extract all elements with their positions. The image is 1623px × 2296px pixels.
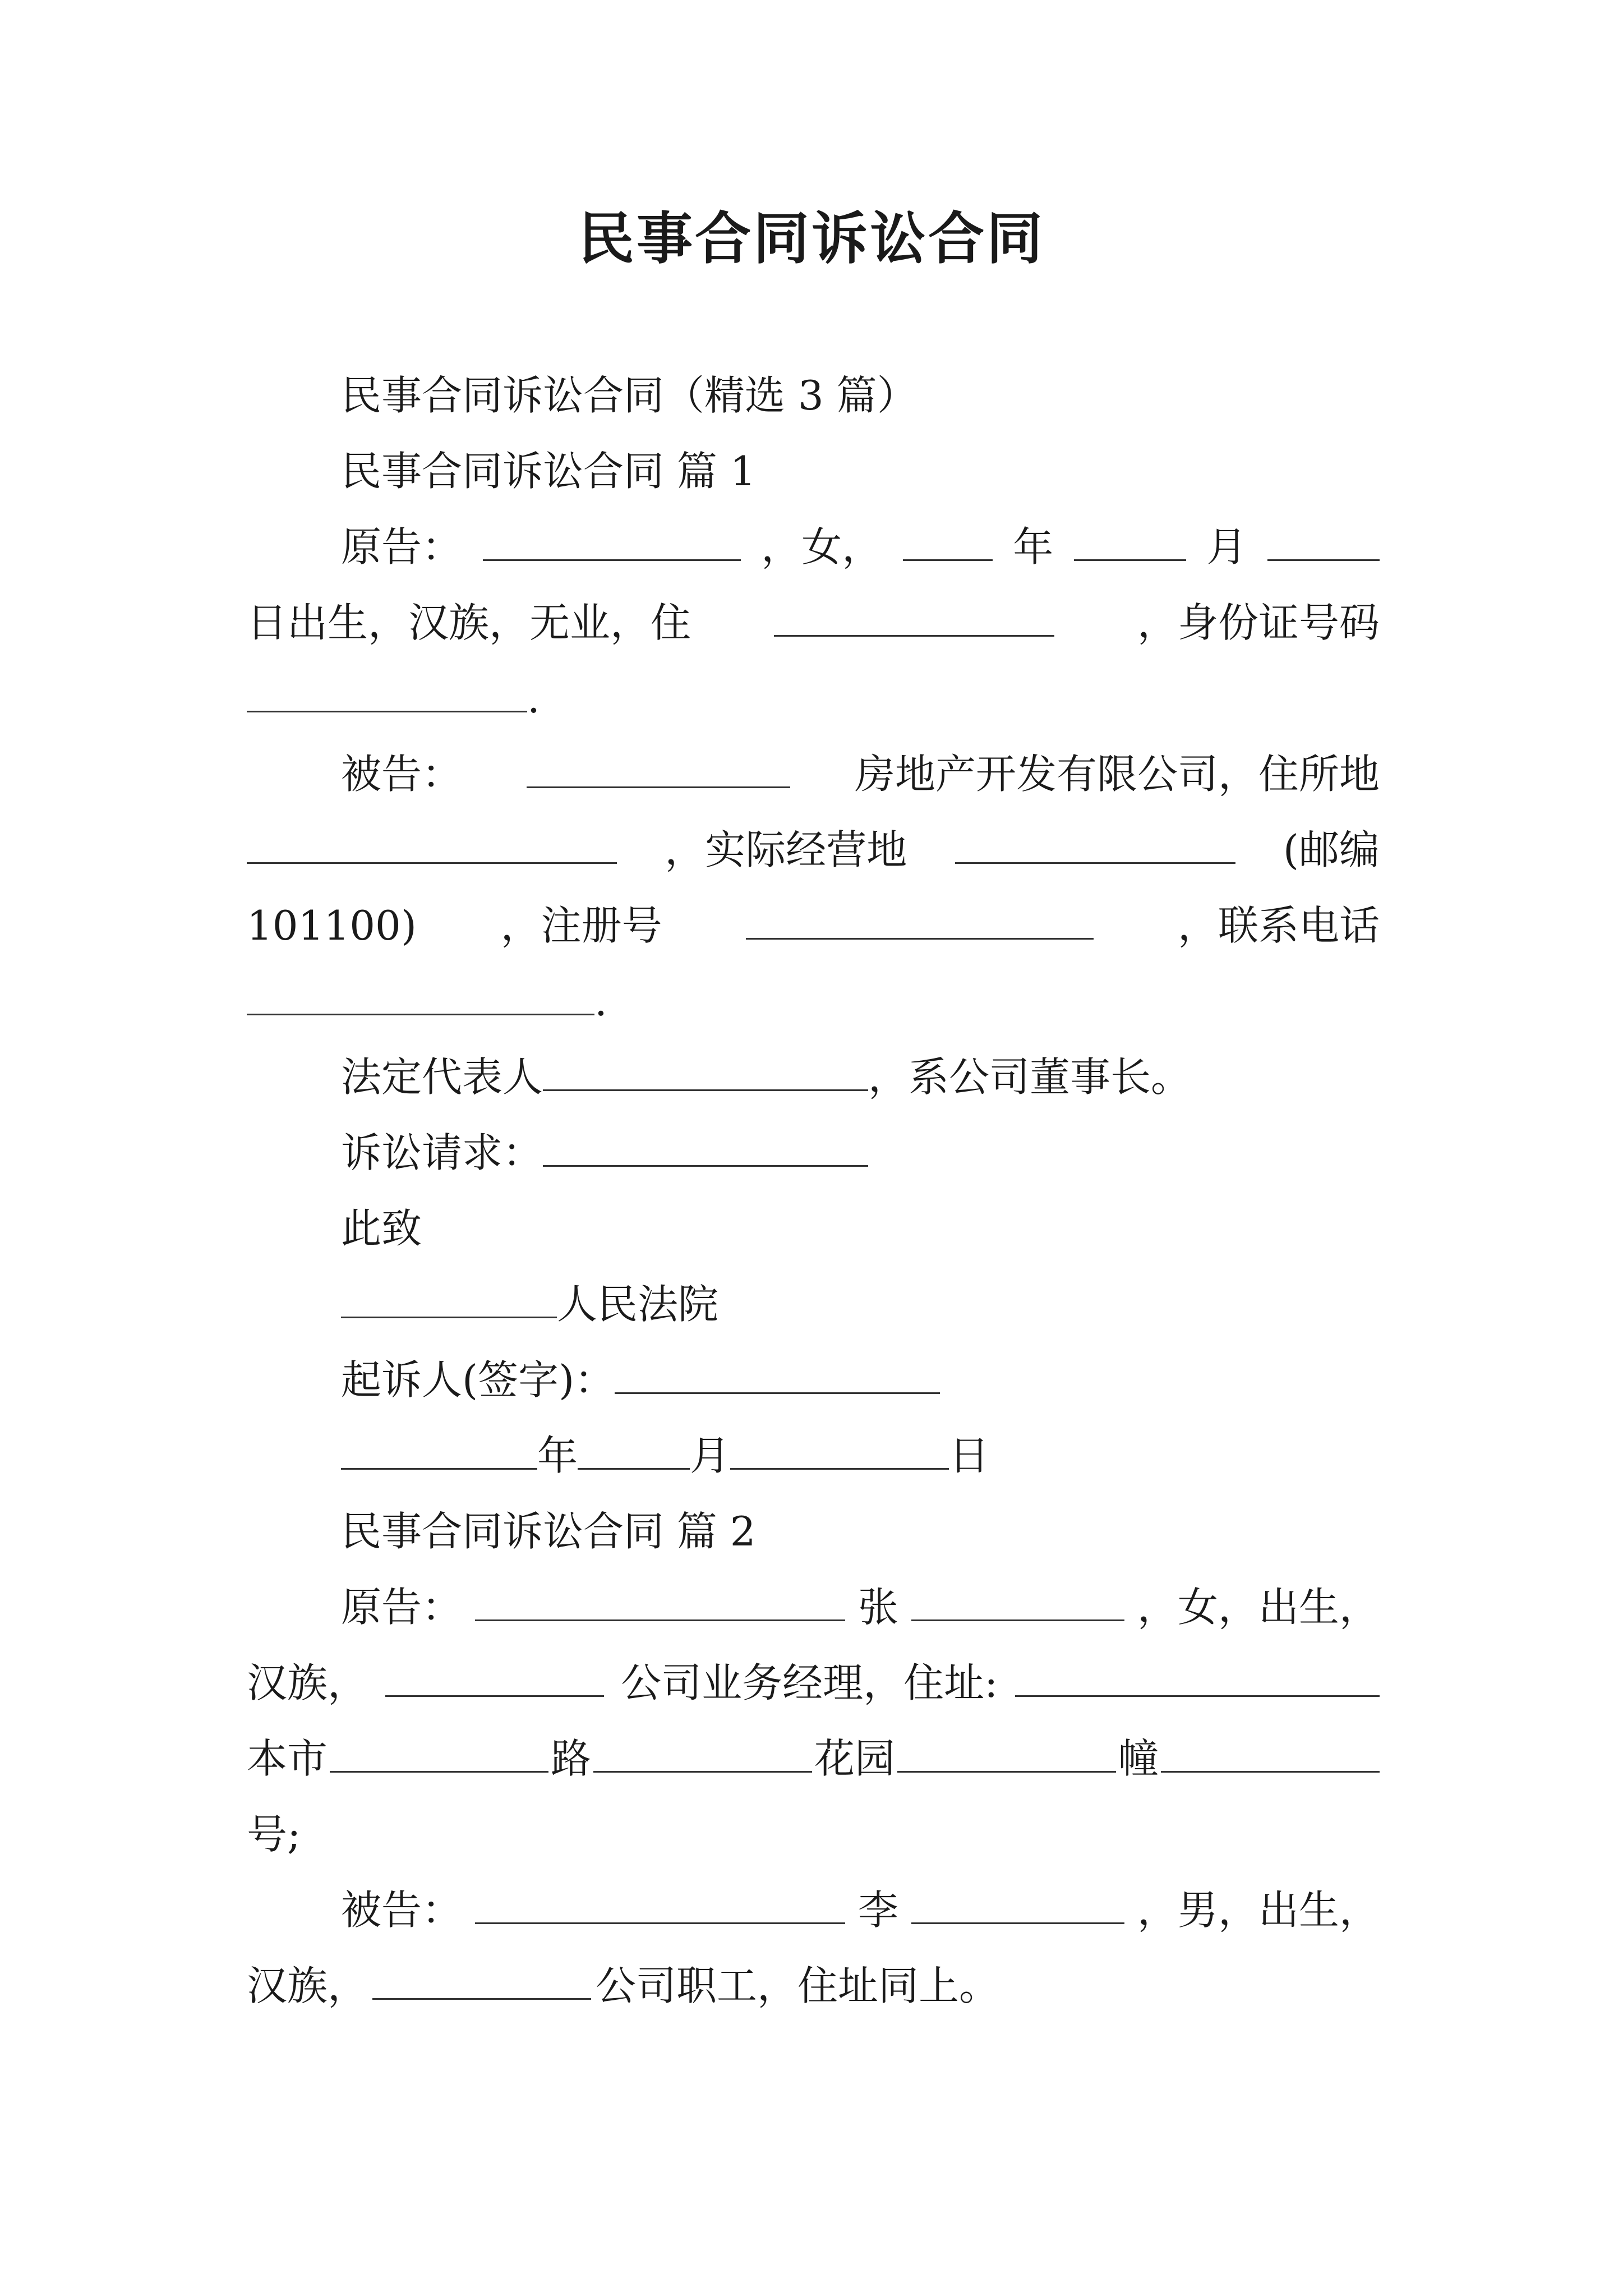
plaintiff-name: 张 (857, 1584, 898, 1631)
registered-address-blank (247, 823, 617, 864)
part2-defendant-job-line (247, 1958, 999, 2014)
company-blank (372, 1959, 591, 2000)
claims-label: 诉讼请求： (341, 1129, 543, 1176)
month-label: 月 (690, 1432, 731, 1479)
actual-location-blank (955, 823, 1235, 864)
defendant-label: 被告： (341, 751, 463, 798)
phone-label: ，联系电话 (1177, 902, 1380, 949)
part2-defendant-line (341, 1882, 1380, 1938)
birth-text: 日出生，汉族，无业，住 (247, 599, 691, 646)
city-label: 本市 (247, 1735, 328, 1782)
year-label: 年 (537, 1432, 578, 1479)
phone-line (247, 973, 607, 1029)
date-month-blank (578, 1429, 690, 1470)
id-number-line (247, 670, 540, 726)
part2-heading: 民事合同诉讼合同 篇 2 (341, 1508, 756, 1555)
court-blank (341, 1277, 557, 1318)
part2-job-line (247, 1655, 1380, 1711)
day-label: 日 (949, 1432, 990, 1479)
number-line: 号; (247, 1811, 301, 1858)
road-blank (593, 1732, 812, 1773)
legal-rep-blank (543, 1050, 868, 1091)
month-label: 月 (1206, 523, 1247, 570)
document-subtitle: 民事合同诉讼合同（精选 3 篇） (341, 372, 917, 419)
garden-label: 花园 (814, 1735, 895, 1782)
signer-line (341, 1352, 940, 1408)
legal-rep-line (341, 1049, 1191, 1105)
road-label: 路 (550, 1735, 591, 1782)
postcode-value: 101100) (247, 902, 417, 949)
date-year-blank (341, 1429, 537, 1470)
defendant-name-blank (911, 1883, 1124, 1924)
plaintiff-label: 原告： (341, 523, 463, 570)
address-blank (1015, 1656, 1380, 1697)
date-day-blank (730, 1429, 949, 1470)
birth-month-blank (1074, 520, 1186, 561)
plaintiff-info: ，女，出生， (1137, 1584, 1380, 1631)
plaintiff-label: 原告： (341, 1584, 463, 1631)
court-line (341, 1276, 718, 1332)
defendant-company: 房地产开发有限公司，住所地 (854, 751, 1380, 798)
plaintiff-prefix-blank (475, 1580, 845, 1621)
plaintiff-job: 公司业务经理，住址: (621, 1659, 998, 1706)
defendant-job: 公司职工，住址同上。 (596, 1962, 1000, 2009)
legal-rep-role: ，系公司董事长。 (868, 1053, 1192, 1101)
defendant-name-blank (527, 747, 790, 788)
ethnicity: 汉族， (247, 1659, 368, 1706)
company-blank (385, 1656, 604, 1697)
part1-defendant-line (341, 746, 1380, 802)
document-title: 民事合同诉讼合同 (578, 205, 1045, 272)
part1-heading: 民事合同诉讼合同 篇 1 (341, 448, 756, 495)
defendant-prefix-blank (475, 1883, 845, 1924)
part1-plaintiff-line (341, 519, 1380, 575)
court-label: 人民法院 (557, 1281, 719, 1328)
period: . (527, 675, 540, 722)
year-label: 年 (1013, 523, 1054, 570)
building-label: 幢 (1118, 1735, 1159, 1782)
defendant-label: 被告： (341, 1887, 463, 1934)
plaintiff-gender: ，女， (761, 523, 883, 570)
part1-location-line (247, 822, 1380, 878)
actual-location-label: ，实际经营地 (665, 826, 907, 873)
period: . (594, 978, 607, 1025)
address-blank (774, 596, 1054, 637)
salutation: 此致 (341, 1205, 422, 1252)
garden-blank (897, 1732, 1116, 1773)
ethnicity: 汉族， (247, 1962, 368, 2009)
building-blank (1161, 1732, 1380, 1773)
claims-blank (543, 1126, 868, 1167)
birth-year-blank (903, 520, 993, 561)
signature-blank (615, 1353, 940, 1394)
reg-no-blank (746, 899, 1094, 940)
signer-label: 起诉人(签字)： (341, 1356, 615, 1404)
birth-day-blank (1267, 520, 1380, 561)
phone-blank (247, 974, 594, 1015)
part2-plaintiff-line (341, 1579, 1380, 1635)
legal-rep-label: 法定代表人 (341, 1053, 543, 1101)
plaintiff-name-blank (911, 1580, 1124, 1621)
district-blank (330, 1732, 548, 1773)
part1-reg-line (247, 898, 1380, 954)
part1-birth-line (247, 595, 1380, 651)
defendant-info: ，男，出生， (1137, 1887, 1380, 1934)
defendant-name: 李 (857, 1887, 898, 1934)
reg-label: ，注册号 (500, 902, 662, 949)
id-label: ，身份证号码 (1137, 599, 1380, 646)
date-line (341, 1428, 989, 1484)
id-number-blank (247, 671, 527, 712)
postcode-label: (邮编 (1283, 826, 1380, 873)
claims-line (341, 1125, 868, 1181)
part2-address-line (247, 1731, 1380, 1787)
plaintiff-name-blank (483, 520, 741, 561)
